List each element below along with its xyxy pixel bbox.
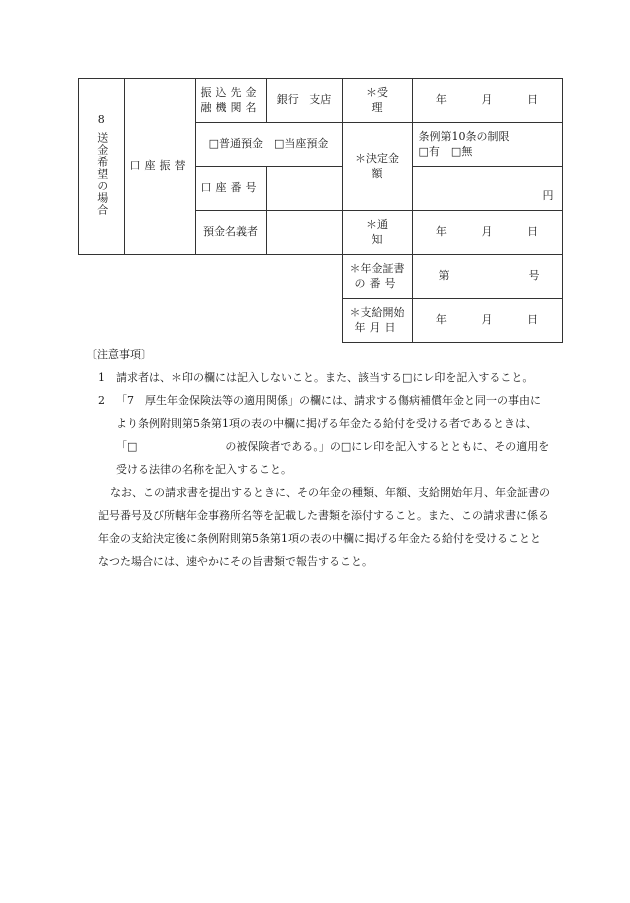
yen-unit: 円 [542, 189, 554, 203]
decision-amount-label: ＊決定金額 [355, 151, 400, 180]
bank-name-label-line1: 振込先金 [200, 85, 261, 99]
note-item-2 [86, 389, 550, 481]
start-month: 月 [481, 313, 493, 327]
account-number-field[interactable] [266, 167, 342, 211]
decision-amount-label-cell [342, 123, 412, 211]
restriction-title: 条例第10条の制限 [418, 129, 510, 143]
decision-amount-field [412, 167, 562, 211]
branch-word: 支店 [309, 93, 332, 107]
account-holder-label: 預金名義者 [203, 225, 259, 239]
note-1-text: 請求者は、＊印の欄には記入しないこと。また、該当する□にレ印を記入すること。 [116, 371, 534, 384]
start-date-label-line1: ＊支給開始 [349, 305, 405, 319]
notes-heading: 〔注意事項〕 [86, 348, 152, 361]
transfer-method-cell [124, 79, 195, 255]
start-year: 年 [435, 313, 447, 327]
notes-section [86, 343, 550, 573]
receipt-label: ＊受 理 [366, 85, 411, 114]
bank-name-label-line2: 融機関名 [200, 100, 261, 114]
receipt-date-field [412, 79, 562, 123]
certificate-label-cell [342, 255, 412, 299]
account-holder-label-cell [195, 211, 266, 255]
certificate-label-line2: の番号 [354, 276, 400, 290]
account-number-label: 口座番号 [200, 181, 261, 195]
notice-date-field [412, 211, 562, 255]
certificate-label-line1: ＊年金証書 [349, 261, 405, 275]
receipt-month: 月 [481, 93, 493, 107]
account-number-label-cell [195, 167, 266, 211]
notice-year: 年 [435, 225, 447, 239]
remittance-form-table [78, 78, 563, 343]
start-day: 日 [527, 313, 539, 327]
notice-label: ＊通 知 [366, 217, 411, 246]
start-date-label-cell [342, 299, 412, 343]
receipt-year: 年 [435, 93, 447, 107]
certificate-number-field [412, 255, 562, 299]
notice-month: 月 [481, 225, 493, 239]
bank-name-field[interactable] [266, 79, 342, 123]
start-date-field [412, 299, 562, 343]
receipt-label-cell [342, 79, 412, 123]
bank-name-label-cell [195, 79, 266, 123]
start-date-label-line2: 年月日 [354, 320, 400, 334]
bank-word: 銀行 [276, 93, 299, 107]
certificate-prefix: 第 [438, 269, 450, 283]
receipt-day: 日 [527, 93, 539, 107]
transfer-method-label: 口座振替 [129, 159, 190, 173]
section-number: 8 [97, 112, 105, 126]
deposit-type-field[interactable] [195, 123, 342, 167]
restriction-options: □有 □無 [418, 144, 473, 158]
notice-day: 日 [527, 225, 539, 239]
section-number-cell [79, 79, 125, 255]
certificate-suffix: 号 [528, 269, 540, 283]
section-title: 送金希望の場合 [95, 131, 109, 216]
deposit-type-options: □普通預金 □当座預金 [208, 137, 329, 151]
note-2-paragraph: なお、この請求書を提出するときに、その年金の種類、年額、支給開始年月、年金証書の記号番号及び所轄年金事務所名等を記載した書類を添付すること。また、この請求書に係る年金の支給決定後に条例附則第5条第1項の表の中欄に掲げる年金たる給付を受けることとなつた場合には、速やかにその旨書類で報告すること。 [98, 486, 550, 568]
restriction-cell [412, 123, 562, 167]
note-1-number: 1 [98, 371, 105, 384]
notice-label-cell [342, 211, 412, 255]
note-2-text: 「7 厚生年金保険法等の適用関係」の欄には、請求する傷病補償年金と同一の事由により条例附則第5条第1項の表の中欄に掲げる年金たる給付を受ける者であるときは、「□ の被保険者である。」の□にレ印を記入するとともに、その適用を受ける法律の名称を記入すること。 [116, 394, 550, 476]
note-item-1 [86, 366, 550, 389]
note-2-number: 2 [98, 394, 105, 407]
account-holder-field[interactable] [266, 211, 342, 255]
